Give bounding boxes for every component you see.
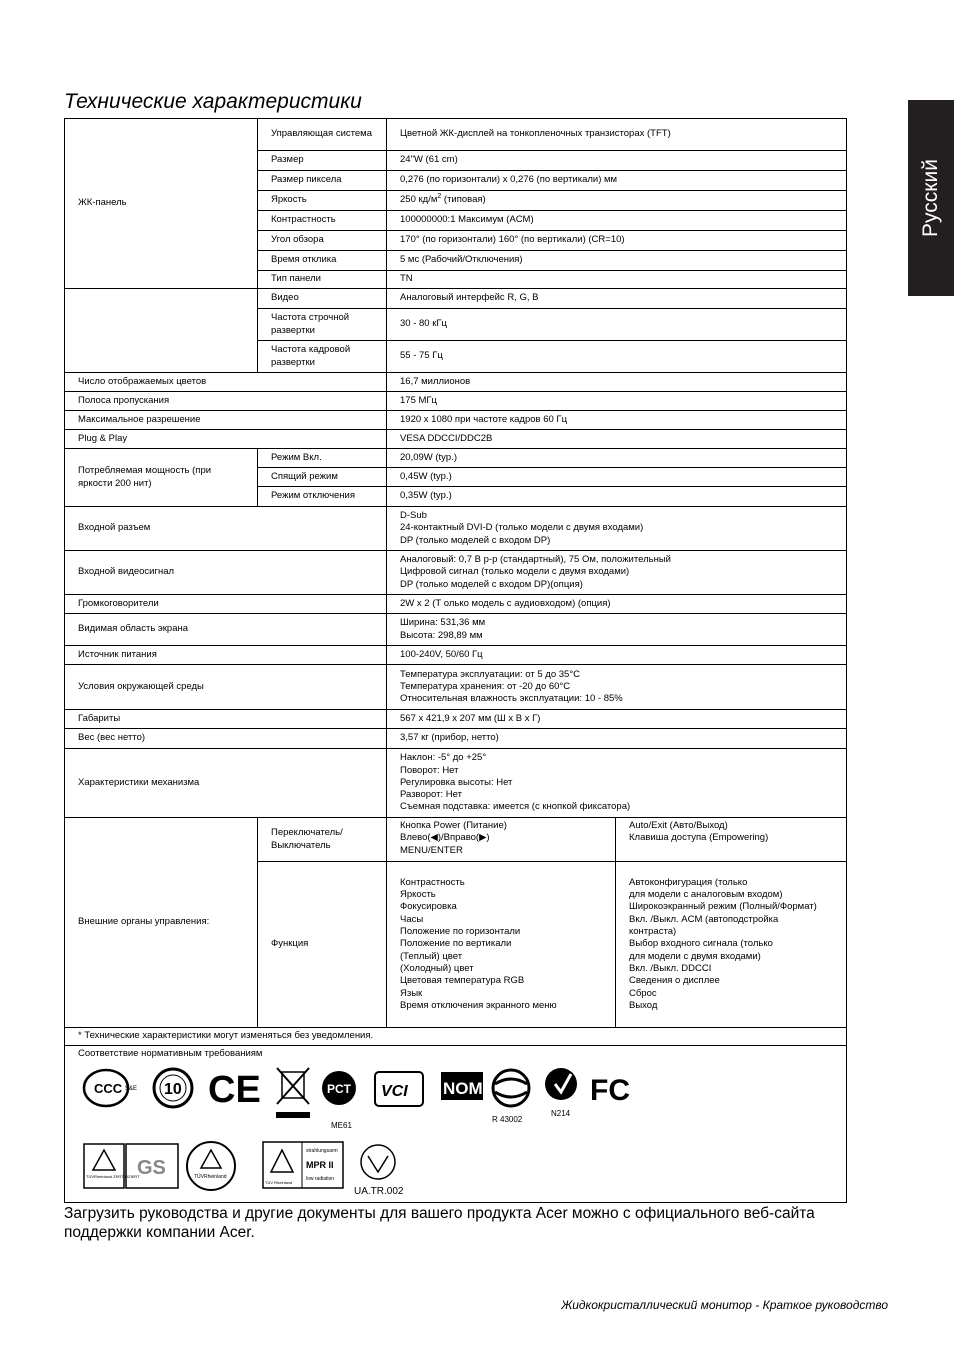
tuv-rheinland-logo-text: TÜVRheinland <box>194 1174 227 1181</box>
row-label: Максимальное разрешение <box>65 411 387 430</box>
row-value: 16,7 миллионов <box>387 373 847 392</box>
row-sublabel: Частота строчной развертки <box>258 309 387 341</box>
table-row <box>65 289 847 309</box>
value-line: Кнопка Power (Питание) <box>400 820 507 831</box>
row-label: Условия окружающей среды <box>65 665 387 710</box>
table-row <box>65 392 847 411</box>
nom-logo-text: NOM <box>443 1079 483 1099</box>
value-line: Температура эксплуатации: от 5 до 35°C <box>400 668 580 680</box>
page-title: Технические характеристики <box>64 90 362 113</box>
row-value <box>616 862 847 1028</box>
table-row <box>65 749 847 818</box>
value-line: для модели с аналоговым входом) <box>629 889 783 901</box>
table-row <box>65 507 847 551</box>
tuv-cert-logo-text: TÜVRheinland ZERTIFIZIERT <box>86 1174 140 1180</box>
spec-table <box>64 118 847 1203</box>
tuv-cert-logo <box>84 1144 140 1188</box>
row-value: VESA DDCCI/DDC2B <box>387 430 847 449</box>
n214-label: N214 <box>551 1109 571 1119</box>
table-row <box>65 119 847 151</box>
table-row <box>65 665 847 710</box>
ua-label: UA.TR.002 <box>354 1186 404 1198</box>
table-row <box>65 411 847 430</box>
row-value <box>616 818 847 862</box>
value-line: Контрастность <box>400 876 465 888</box>
row-value: 20,09W (typ.) <box>387 449 847 468</box>
row-value <box>387 191 847 211</box>
value-line: Поворот: Нет <box>400 764 459 776</box>
value-line: Относительная влажность эксплуатации: 10 - 85% <box>400 693 623 705</box>
row-value: Цветной ЖК-дисплей на тонкопленочных транзисторах (TFT) <box>387 119 847 151</box>
row-sublabel: Режим Вкл. <box>258 449 387 468</box>
row-label: Внешние органы управления: <box>65 818 258 1028</box>
pct-logo-text: PCT <box>327 1082 351 1097</box>
brightness-sup: 2 <box>437 193 442 201</box>
download-note: Загрузить руководства и другие документы для вашего продукта Acer можно с официального веб-сайта поддержки компании Acer. <box>64 1205 815 1241</box>
compliance-logos <box>78 1060 833 1200</box>
ccc-logo-text: CCC <box>94 1081 123 1097</box>
r43002-label: R 43002 <box>492 1115 523 1125</box>
row-value: 175 МГц <box>387 392 847 411</box>
row-sublabel: Тип панели <box>258 271 387 289</box>
ccc-se-text: S&E <box>125 1086 138 1093</box>
row-value: 170° (по горизонтали) 160° (по вертикали) (CR=10) <box>387 231 847 251</box>
value-line: Цифровой сигнал (только модели с двумя входами) <box>400 566 630 578</box>
brightness-suffix: (типовая) <box>441 194 486 206</box>
row-sublabel: Размер <box>258 151 387 171</box>
table-row <box>65 646 847 665</box>
row-label: Входной видеосигнал <box>65 551 387 595</box>
mpr-logo-text: MPR II <box>306 1160 334 1171</box>
table-row <box>65 1046 847 1203</box>
language-tab-label: Русский <box>919 159 942 237</box>
row-label: Габариты <box>65 710 387 729</box>
value-line: Регулировка высоты: Нет <box>400 776 513 788</box>
row-sublabel: Переключатель/ Выключатель <box>258 818 387 862</box>
row-value <box>387 818 616 862</box>
value-line: D-Sub <box>400 510 427 522</box>
row-sublabel: Функция <box>258 862 387 1028</box>
row-label: Plug & Play <box>65 430 387 449</box>
gs-logo <box>126 1144 178 1188</box>
row-sublabel: Яркость <box>258 191 387 211</box>
value-line: DP (только моделей с входом DP)(опция) <box>400 578 583 590</box>
value-line: Разворот: Нет <box>400 789 462 801</box>
mpr-logo <box>263 1142 343 1188</box>
row-sublabel: Спящий режим <box>258 468 387 487</box>
row-value: 24"W (61 cm) <box>387 151 847 171</box>
row-value: 100-240V, 50/60 Гц <box>387 646 847 665</box>
mpr-top-text: strahlungsarm <box>306 1148 338 1155</box>
weee-logo <box>276 1068 310 1118</box>
value-line: Аналоговый: 0,7 В р-р (стандартный), 75 Ом, положительный <box>400 554 671 566</box>
row-value: Аналоговый интерфейс R, G, B <box>387 289 847 309</box>
row-value <box>387 614 847 646</box>
row-value <box>387 749 847 818</box>
row-value: 567 x 421,9 x 207 мм (Ш x В x Г) <box>387 710 847 729</box>
notice: * Технические характеристики могут изменяться без уведомления. <box>65 1028 847 1046</box>
value-line: Яркость <box>400 889 436 901</box>
value-line: Фокусировка <box>400 901 457 913</box>
table-row <box>65 449 847 468</box>
row-label: Громкоговорители <box>65 595 387 614</box>
row-value <box>387 862 616 1028</box>
value-line: (Холодный) цвет <box>400 962 474 974</box>
value-line: Auto/Exit (Авто/Выход) <box>629 820 728 831</box>
ten-year-logo <box>154 1069 192 1107</box>
me61-label: ME61 <box>331 1121 352 1131</box>
value-line: Наклон: -5° до +25° <box>400 752 487 764</box>
compliance-cell <box>65 1046 847 1203</box>
vci-logo-text: VCI <box>381 1083 408 1101</box>
row-value <box>387 507 847 551</box>
row-label: Вес (вес нетто) <box>65 729 387 749</box>
value-line: Влево(◀)/Вправо(▶) <box>400 832 490 844</box>
language-tab <box>908 100 954 296</box>
compliance-label: Соответствие нормативным требованиям <box>78 1048 263 1059</box>
table-row <box>65 595 847 614</box>
row-sublabel: Время отклика <box>258 251 387 271</box>
value-line: Вкл. /Выкл. ACM (автоподстройка <box>629 913 779 925</box>
table-row <box>65 710 847 729</box>
table-row <box>65 729 847 749</box>
table-row <box>65 1028 847 1046</box>
row-value: 3,57 кг (прибор, нетто) <box>387 729 847 749</box>
value-line: Ширина: 531,36 мм <box>400 617 486 629</box>
gs-logo-text: GS <box>137 1157 166 1180</box>
row-label <box>65 289 258 373</box>
table-row <box>65 373 847 392</box>
row-value: 0,45W (typ.) <box>387 468 847 487</box>
value-line: Автоконфигурация (только <box>629 876 748 888</box>
row-value: 2W x 2 (Т олько модель с аудиовходом) (опция) <box>387 595 847 614</box>
row-label: Полоса пропускания <box>65 392 387 411</box>
value-line: для модели с двумя входами) <box>629 950 761 962</box>
vci-logo <box>375 1072 423 1106</box>
row-value: 55 - 75 Гц <box>387 341 847 373</box>
certification-logos <box>65 1060 825 1200</box>
value-line: контраста) <box>629 926 677 938</box>
row-value: 0,35W (typ.) <box>387 487 847 507</box>
row-label: ЖК-панель <box>65 119 258 289</box>
pct-logo <box>322 1071 356 1105</box>
row-value: 0,276 (по горизонтали) x 0,276 (по вертикали) мм <box>387 171 847 191</box>
value-line: 24-контактный DVI-D (только модели с двумя входами) <box>400 522 644 534</box>
value-line: Время отключения экранного меню <box>400 999 557 1011</box>
row-value: 5 мс (Рабочий/Отключения) <box>387 251 847 271</box>
table-row <box>65 551 847 595</box>
gost-logo <box>493 1070 529 1106</box>
row-sublabel: Размер пиксела <box>258 171 387 191</box>
value-line: MENU/ENTER <box>400 844 463 856</box>
nom-logo <box>441 1072 483 1100</box>
value-line: Вкл. /Выкл. DDCCI <box>629 962 712 974</box>
value-line: Клавиша доступа (Empowering) <box>629 832 769 844</box>
row-sublabel: Угол обзора <box>258 231 387 251</box>
table-row <box>65 818 847 862</box>
row-value: 1920 x 1080 при частоте кадров 60 Гц <box>387 411 847 430</box>
value-line: Выход <box>629 999 658 1011</box>
value-line: Сведения о дисплее <box>629 975 720 987</box>
ten-logo-text: 10 <box>164 1081 182 1099</box>
row-sublabel: Частота кадровой развертки <box>258 341 387 373</box>
row-sublabel: Видео <box>258 289 387 309</box>
table-row <box>65 430 847 449</box>
row-sublabel: Режим отключения <box>258 487 387 507</box>
row-label: Входной разъем <box>65 507 387 551</box>
running-footer: Жидкокристаллический монитор - Краткое руководство <box>561 1298 888 1312</box>
row-value: 30 - 80 кГц <box>387 309 847 341</box>
row-label: Потребляемая мощность (при яркости 200 нит) <box>65 449 258 507</box>
value-line: Выбор входного сигнала (только <box>629 938 773 950</box>
mpr-bottom-text: low radiation <box>306 1176 335 1183</box>
row-sublabel: Управляющая система <box>258 119 387 151</box>
value-line: Съемная подставка: имеется (с кнопкой фиксатора) <box>400 801 631 813</box>
ce-logo: CE <box>208 1069 261 1112</box>
row-label: Источник питания <box>65 646 387 665</box>
ccc-logo <box>84 1070 137 1106</box>
row-value <box>387 665 847 710</box>
tuv-rheinland-logo <box>187 1142 235 1190</box>
row-label: Характеристики механизма <box>65 749 387 818</box>
ua-logo <box>361 1145 395 1179</box>
row-value <box>387 551 847 595</box>
row-sublabel: Контрастность <box>258 211 387 231</box>
c-tick-logo <box>545 1068 577 1100</box>
value-line: Широкоэкранный режим (Полный/Формат) <box>629 901 817 913</box>
value-line: Высота: 298,89 мм <box>400 629 483 641</box>
value-line: Часы <box>400 913 424 925</box>
value-line: Сброс <box>629 987 657 999</box>
value-line: (Теплый) цвет <box>400 950 463 962</box>
table-row <box>65 614 847 646</box>
row-label: Видимая область экрана <box>65 614 387 646</box>
row-value: 100000000:1 Максимум (ACM) <box>387 211 847 231</box>
fcc-logo: FC <box>590 1074 630 1108</box>
value-line: Язык <box>400 987 423 999</box>
value-line: Положение по горизонтали <box>400 926 521 938</box>
brightness-value: 250 кд/м <box>400 194 438 206</box>
value-line: Положение по вертикали <box>400 938 512 950</box>
row-label: Число отображаемых цветов <box>65 373 387 392</box>
value-line: Цветовая температура RGB <box>400 975 525 987</box>
value-line: Температура хранения: от -20 до 60°C <box>400 680 571 692</box>
row-value: TN <box>387 271 847 289</box>
tuv-small-text: TÜV Rheinland <box>265 1180 293 1186</box>
value-line: DP (только моделей с входом DP) <box>400 534 551 546</box>
